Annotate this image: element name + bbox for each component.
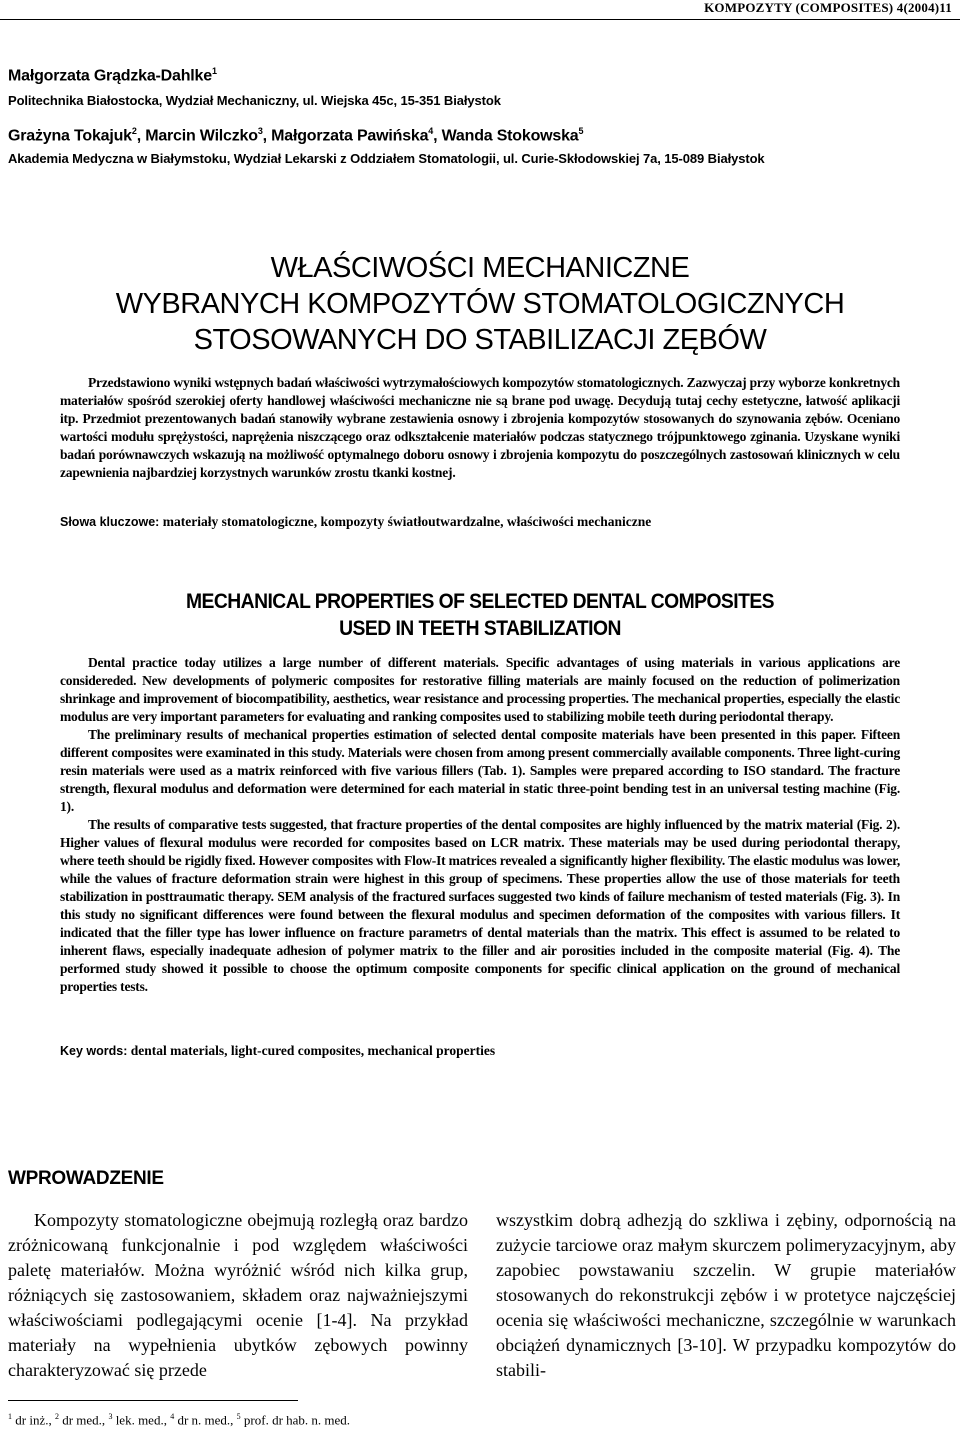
author-name: Małgorzata Pawińska: [271, 127, 429, 145]
footnote-marker: 4: [170, 1412, 175, 1421]
author-line-1: [8, 66, 217, 85]
author-sup: 2: [131, 126, 137, 136]
author-separator: ,: [136, 127, 146, 145]
keywords-pl-label: Słowa kluczowe:: [60, 515, 160, 529]
header-rule: [0, 19, 960, 20]
keywords-en: [60, 1043, 495, 1059]
intro-column-right: wszystkim dobrą adhezją do szkliwa i zębiny, odpornością na zużycie tarciowe oraz małym skurczem polimeryzacyjnym, aby zapobiec powstawaniu szczelin. W grupie materiałów stosowanych do rekonstrukcji zębów i w protetyce najczęściej ocenia się właściwości mechaniczne, szczególnie w warunkach obciążeń dynamicznych [3-10]. W przypadku kompozytów do stabili-: [496, 1210, 956, 1380]
footnote-text: lek. med.,: [112, 1412, 171, 1428]
running-header: KOMPOZYTY (COMPOSITES) 4(2004)11: [704, 0, 952, 15]
abstract-en-paragraph-2: The preliminary results of mechanical properties estimation of selected dental composite materials have been presented in this paper. Fifteen different composites were examinated in this study. Materials were chosen from among present commercially available components. Three light-curing resin materials were used as a matrix reinforced with five various fillers (Tab. 1). Samples were prepared according to ISO standard. The fracture strength, flexural modulus and deformation were determined for each material in static three-point bending test in an universal testing machine (Fig. 1).: [60, 727, 900, 814]
title-en-line-1: MECHANICAL PROPERTIES OF SELECTED DENTAL COMPOSITES: [186, 590, 774, 613]
footnote-marker: 3: [108, 1412, 113, 1421]
footnote-text: dr n. med.,: [174, 1412, 237, 1428]
title-en-line-2: USED IN TEETH STABILIZATION: [339, 617, 621, 640]
abstract-pl: Przedstawiono wyniki wstępnych badań właściwości wytrzymałościowych kompozytów stomatologicznych. Zazwyczaj przy wyborze konkretnych materiałów spośród szerokiej oferty handlowej właściwości mechaniczne nie są brane pod uwagę. Decydują tutaj cechy estetyczne, łatwość aplikacji itp. Przedmiot prezentowanych badań stanowiły wybrane zestawienia osnowy i zbrojenia kompozytów stosowanych do szynowania zębów. Oceniano wartości modułu sprężystości, naprężenia niszczącego oraz odkształcenie materiałów podczas statycznego trójpunktowego zginania. Uzyskane wyniki badań porównawczych wskazują na możliwość optymalnego doboru osnowy i zbrojenia kompozytu do poszczególnych zastosowań klinicznych w celu zapewnienia najbardziej korzystnych warunków zrostu tkanki kostnej.: [60, 375, 900, 480]
keywords-pl-text: materiały stomatologiczne, kompozyty światłoutwardzalne, właściwości mechaniczne: [162, 514, 652, 529]
title-pl-line-1: WŁAŚCIWOŚCI MECHANICZNE: [270, 252, 690, 284]
title-pl-line-3: STOSOWANYCH DO STABILIZACJI ZĘBÓW: [193, 324, 767, 356]
footnote-text: dr med.,: [58, 1412, 109, 1428]
abstract-en: [60, 654, 900, 996]
title-pl: [0, 250, 960, 358]
footnote: [8, 1412, 350, 1428]
title-en: [38, 588, 921, 642]
author-name: Wanda Stokowska: [441, 127, 579, 145]
abstract-en-paragraph-1: Dental practice today utilizes a large number of different materials. Specific advantages of using materials in various applications are considereded. New developments of polymeric composites for restorative filling materials are mainly focused on the reduction of polimerization shrinkage and improvement of biocompatibility, aesthetics, wear resistance and processing properties. The mechanical properties, especially the elastic modulus are very important parameters for evaluating and ranking composites used to stabilizing mobile teeth during periodontal therapy.: [60, 655, 900, 724]
keywords-en-label: Key words:: [60, 1044, 128, 1058]
keywords-pl: [60, 514, 651, 530]
intro-column-left: Kompozyty stomatologiczne obejmują rozległą oraz bardzo zróżnicowaną funkcjonalnie i pod względem właściwości paletę materiałów. Można wyróżnić wśród nich kilka grup, różniących się zastosowaniem, składem oraz najważniejszymi właściwościami podlegającymi ocenie [1-4]. Na przykład materiały na wypełnienia ubytków zębowych powinny charakteryzować się przede: [8, 1210, 468, 1380]
footnote-text: prof. dr hab. n. med.: [240, 1412, 351, 1428]
footnote-marker: 1: [8, 1412, 12, 1421]
footnote-marker: 5: [236, 1412, 241, 1421]
footnote-marker: 2: [54, 1412, 59, 1421]
author-separator: ,: [262, 127, 272, 145]
author-name: Marcin Wilczko: [145, 127, 258, 145]
affiliation-1: Politechnika Białostocka, Wydział Mechaniczny, ul. Wiejska 45c, 15-351 Białystok: [8, 93, 501, 108]
title-pl-line-2: WYBRANYCH KOMPOZYTÓW STOMATOLOGICZNYCH: [115, 288, 845, 320]
author-sup: 4: [428, 126, 434, 136]
abstract-en-paragraph-3: The results of comparative tests suggested, that fracture properties of the dental composites are highly influenced by the matrix material (Fig. 2). Higher values of flexural modulus were recorded for composites based on LCR matrix. These materials may be used during periodontal therapy, where teeth should be rigidly fixed. However composites with Flow-It matrices revealed a significantly higher flexibility. The elastic modulus was lower, while the values of fracture deformation strain were highest in this group of specimens. These properties allow the use of those materials for teeth stabilization in posttraumatic therapy. SEM analysis of the fractured surfaces suggested two kinds of failure mechanism of tested materials (Fig. 3). In this study no significant differences were found between the flexural modulus and specimen deformation of the composites with various fillers. It indicated that the filler type has lower influence on fracture parametrs of dental materials than the matrix. This effect is assumed to be related to inherent flaws, especially inadequate adhesion of polymer matrix to the filler and air porosities included in the composite material (Fig. 4). The performed study showed it possible to choose the optimum composite components for specific clinical application on the ground of mechanical properties tests.: [60, 817, 900, 994]
footnote-rule: [8, 1400, 298, 1401]
affiliation-2: Akademia Medyczna w Białymstoku, Wydział Lekarski z Oddziałem Stomatologii, ul. Curie-Skłodowskiej 7a, 15-089 Białystok: [8, 151, 765, 166]
footnote-text: dr inż.,: [12, 1412, 55, 1428]
author-separator: ,: [433, 127, 442, 145]
author-sup: 1: [211, 66, 217, 76]
author-line-2: [8, 126, 583, 145]
author-name: Grażyna Tokajuk: [8, 127, 132, 145]
author-name: Małgorzata Grądzka-Dahlke: [8, 67, 212, 85]
keywords-en-text: dental materials, light-cured composites, mechanical properties: [130, 1043, 496, 1058]
author-sup: 3: [257, 126, 263, 136]
author-sup: 5: [578, 126, 584, 136]
section-heading-introduction: WPROWADZENIE: [8, 1168, 164, 1189]
